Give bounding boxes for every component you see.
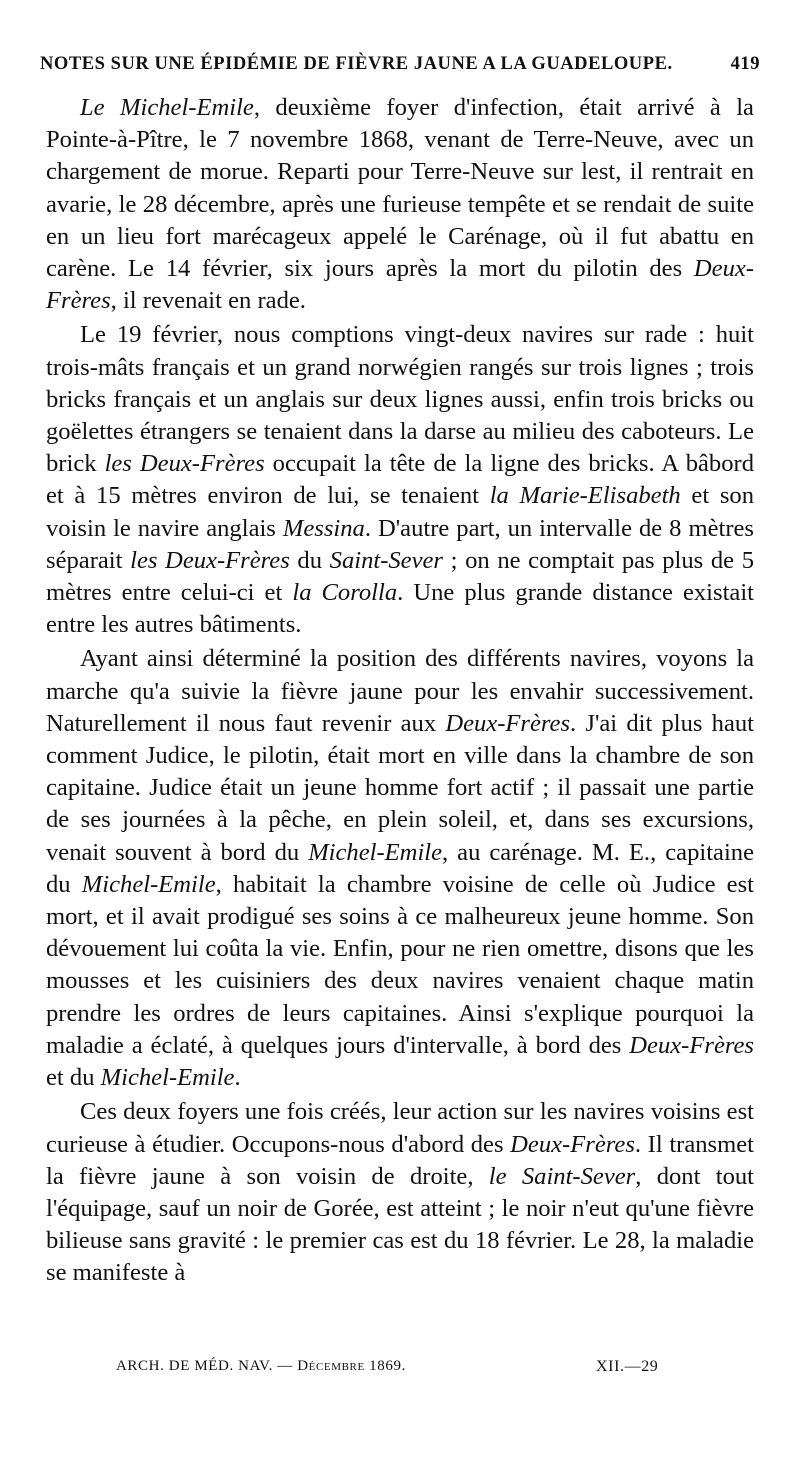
italic-text: Michel-Emile xyxy=(100,1064,235,1092)
text-run: et son voisin le navire anglais xyxy=(46,482,754,542)
text-run: Ces deux foyers une fois créés, leur action sur les navires voisins est curieuse à étudier. Occupons-nous d'abord des xyxy=(46,1098,754,1158)
running-head-title: NOTES SUR UNE ÉPIDÉMIE DE FIÈVRE JAUNE A LA GUADELOUPE. xyxy=(40,54,673,74)
italic-text: les Deux-Frères xyxy=(130,546,290,574)
text-run: . Une plus grande distance existait entre les autres bâtiments. xyxy=(46,579,754,639)
italic-text: Michel-Emile xyxy=(81,870,216,898)
text-run: ; on ne comptait pas plus de 5 mètres entre celui-ci et xyxy=(46,546,755,607)
page-number: 419 xyxy=(730,54,760,74)
text-run: occupait la tête de la ligne des bricks. A bâbord et à 15 mètres environ de lui, se tenaient xyxy=(46,450,754,510)
text-run: Ayant ainsi déterminé la position des différents navires, voyons la marche qu'a suivie la fièvre jaune pour les envahir successivement. Naturellement il nous faut revenir aux xyxy=(46,645,754,737)
italic-text: Saint-Sever xyxy=(329,546,444,574)
text-run: , il revenait en rade. xyxy=(110,287,306,315)
italic-text: Deux-Frères xyxy=(510,1130,635,1158)
italic-text: Le Michel-Emile xyxy=(80,94,254,121)
paragraph xyxy=(46,643,754,1094)
footer-signature: XII.—29 xyxy=(596,1358,659,1375)
text-run: . xyxy=(234,1064,241,1092)
italic-text: Michel-Emile xyxy=(308,838,443,866)
text-run: . Il transmet la fièvre jaune à son voisin de droite, xyxy=(46,1130,755,1190)
text-run: , deuxième foyer d'infection, était arrivé à la Pointe-à-Pître, le 7 novembre 1868, venant de Terre-Neuve, avec un chargement de morue. Reparti pour Terre-Neuve sur lest, il rentrait en avarie, le 28 décembre, après une furieuse tempête et se rendait de suite en un lieu fort marécageux appelé le Carénage, où il fut abattu en carène. Le 14 février, six jours après la mort du pilotin des xyxy=(46,94,754,283)
italic-text: la Corolla xyxy=(292,579,398,607)
text-run: et du xyxy=(46,1064,101,1092)
text-run: , au carénage. M. E., capitaine du xyxy=(46,838,754,898)
text-run: , dont tout l'équipage, sauf un noir de Gorée, est atteint ; le noir n'eut qu'une fièvre bilieuse sans gravité : le premier cas est du 18 février. Le 28, la maladie se manifeste à xyxy=(46,1162,754,1287)
running-head xyxy=(40,54,760,75)
text-run: , habitait la chambre voisine de celle où Judice est mort, et il avait prodigué ses soins à ce malheureux jeune homme. Son dévouement lui coûta la vie. Enfin, pour ne rien omettre, disons que les mousses et les cuisiniers des deux navires venaient chaque matin prendre les ordres de leurs capitaines. Ainsi s'explique pourquoi la maladie a éclaté, à quelques jours d'intervalle, à bord des xyxy=(46,870,754,1059)
paragraph xyxy=(46,1096,754,1289)
italic-text: Deux-Frères xyxy=(46,255,754,315)
italic-text: Deux-Frères xyxy=(629,1031,754,1059)
italic-text: la Marie-Elisabeth xyxy=(489,482,681,510)
italic-text: les Deux-Frères xyxy=(104,450,265,478)
body-text xyxy=(46,92,754,1292)
text-run: Le 19 février, nous comptions vingt-deux navires sur rade : huit trois-mâts français et un grand norwégien rangés sur trois lignes ; trois bricks français et un anglais sur deux lignes aussi, enfin trois bricks ou goëlettes étrangers se tenaient dans la darse au milieu des caboteurs. Le brick xyxy=(46,321,754,478)
footer-journal: ARCH. DE MÉD. NAV. — Décembre 1869. xyxy=(116,1358,406,1374)
italic-text: Messina xyxy=(282,514,365,542)
text-run: . D'autre part, un intervalle de 8 mètres séparait xyxy=(46,514,754,574)
italic-text: Deux-Frères xyxy=(445,709,571,737)
text-run: . J'ai dit plus haut comment Judice, le pilotin, était mort en ville dans la chambre de son capitaine. Judice était un jeune homme fort actif ; il passait une partie de ses journées à la pêche, en plein soleil, et, dans ses excursions, venait souvent à bord du xyxy=(46,709,754,866)
italic-text: le Saint-Sever xyxy=(488,1162,636,1190)
text-run: du xyxy=(289,546,330,574)
paragraph xyxy=(46,92,754,317)
paragraph xyxy=(46,319,754,641)
